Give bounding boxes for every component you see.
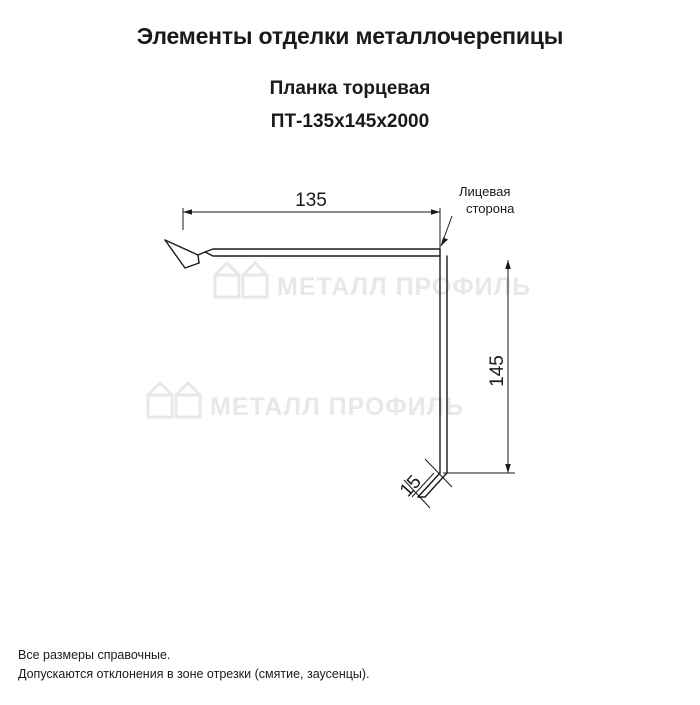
face-side-annotation — [441, 216, 452, 246]
page-title: Элементы отделки металлочерепицы — [136, 23, 564, 49]
product-name: Планка торцевая — [269, 78, 431, 99]
title-block — [0, 22, 700, 134]
product-code: ПТ-135х145х2000 — [270, 111, 430, 132]
dimension-flange-label: 15 — [396, 471, 426, 502]
face-side-label-line1: Лицевая — [459, 184, 511, 199]
profile-outline — [165, 240, 447, 497]
technical-drawing — [0, 150, 700, 570]
dimension-height-label: 145 — [487, 355, 508, 387]
face-side-label-line2: сторона — [466, 201, 515, 216]
footnote-line-2: Допускаются отклонения в зоне отрезки (смятие, заусенцы). — [18, 667, 370, 681]
svg-text:МЕТАЛЛ ПРОФИЛЬ: МЕТАЛЛ ПРОФИЛЬ — [277, 273, 532, 301]
dimension-width-label: 135 — [295, 190, 327, 211]
footnote-line-1: Все размеры справочные. — [18, 648, 171, 662]
dimension-width — [183, 208, 440, 260]
svg-text:МЕТАЛЛ ПРОФИЛЬ: МЕТАЛЛ ПРОФИЛЬ — [210, 393, 465, 421]
footnotes — [18, 646, 370, 684]
